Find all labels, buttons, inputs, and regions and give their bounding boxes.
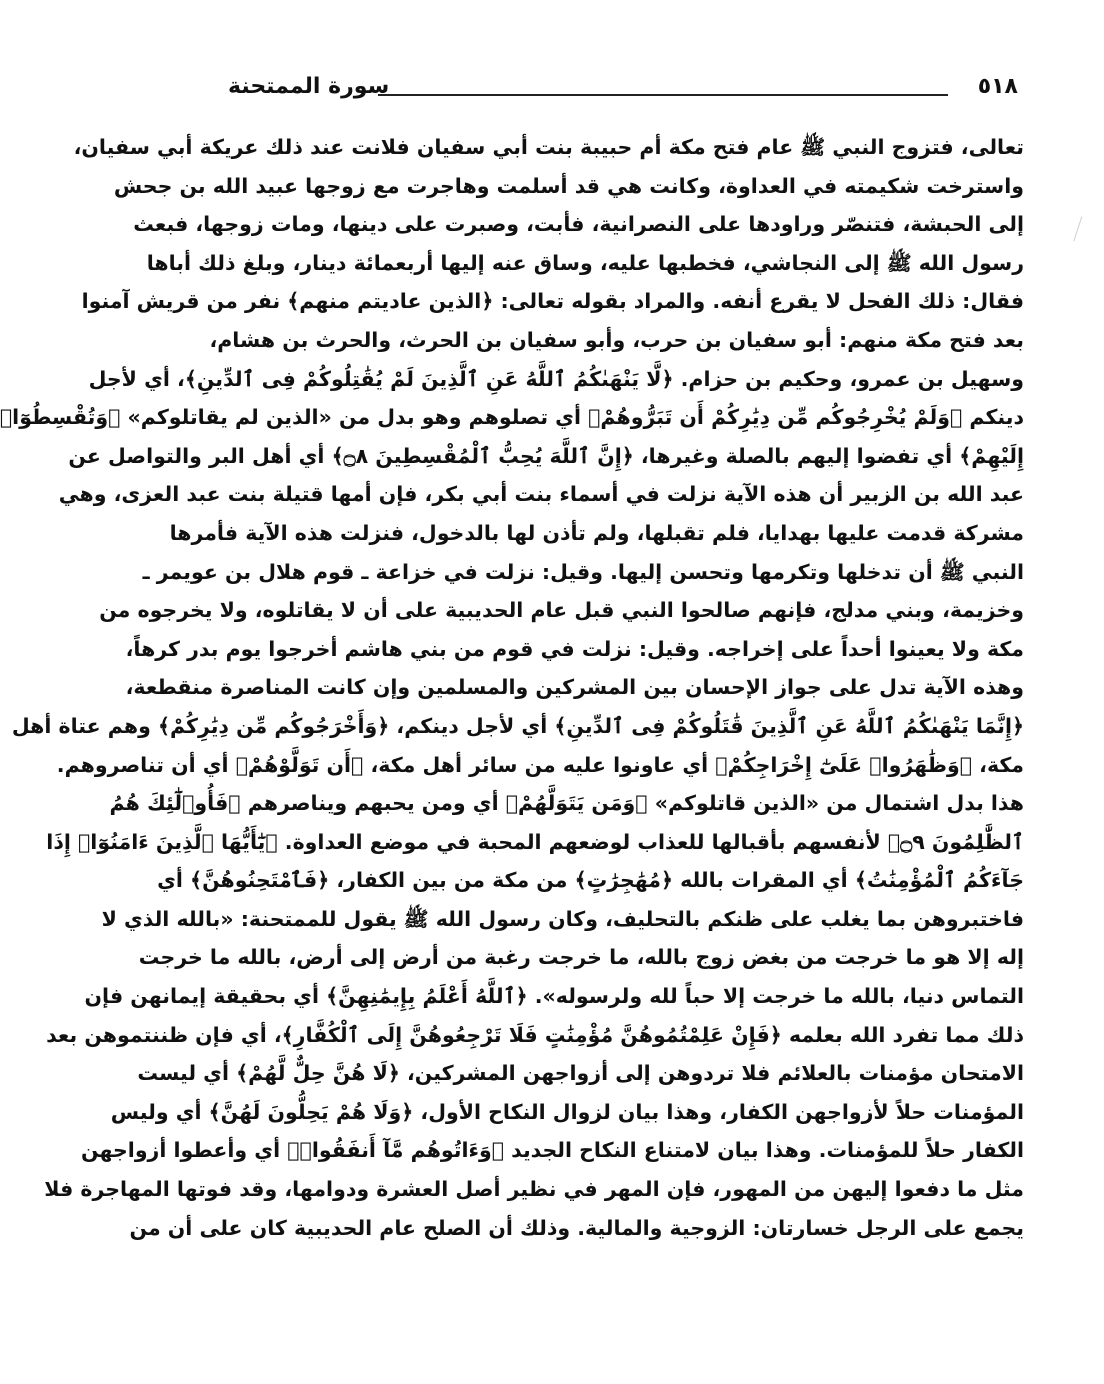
page-number: ٥١٨: [977, 74, 1018, 99]
text-line: تعالى، فتزوج النبي ﷺ عام فتح مكة أم حبيبة بنت أبي سفيان فلانت عند ذلك عريكة أبي سفيان،: [73, 135, 1024, 159]
text-line: فاختبروهن بما يغلب على ظنكم بالتحليف، وكان رسول الله ﷺ يقول للممتحنة: «بالله الذي لا: [101, 906, 1024, 931]
text-line: هذا بدل اشتمال من «الذين قاتلوكم» ﴿وَمَن يَتَوَلَّهُمْ﴾ أي ومن يحبهم ويناصرهم ﴿فَأُو۟لَٰٓئِكَ هُمُ: [109, 791, 1024, 816]
text-line: مكة، ﴿وَظَٰهَرُوا۟ عَلَىٰٓ إِخْرَاجِكُمْ﴾ أي عاونوا عليه من سائر أهل مكة، ﴿أَن تَوَلَّوْهُمْ﴾ أي أن تناصروهم.: [56, 752, 1024, 777]
text-line: وخزيمة، وبني مدلج، فإنهم صالحوا النبي قبل عام الحديبية على أن لا يقاتلوه، ولا يخرجوه من: [99, 598, 1024, 623]
header-rule: [378, 94, 948, 96]
text-line: الكفار حلاً للمؤمنات. وهذا بيان لامتناع النكاح الجديد ﴿وَءَاتُوهُم مَّآ أَنفَقُوا۟﴾ أي وأعطوا أزواجهن: [81, 1138, 1024, 1163]
text-line: وهذه الآية تدل على جواز الإحسان بين المشركين والمسلمين وإن كانت المناصرة منقطعة،: [125, 675, 1024, 700]
text-line: واسترخت شكيمته في العداوة، وكانت هي قد أسلمت وهاجرت مع زوجها عبيد الله بن جحش: [113, 173, 1024, 198]
surah-title: سورة الممتحنة: [228, 74, 390, 99]
text-line: ذلك مما تفرد الله بعلمه ﴿فَإِنْ عَلِمْتُمُوهُنَّ مُؤْمِنَٰتٍ فَلَا تَرْجِعُوهُنَّ إِلَى ٱلْكُفَّارِ﴾، أي فإن ظننتموهن بعد: [46, 1022, 1024, 1047]
text-line: يجمع على الرجل خسارتان: الزوجية والمالية. وذلك أن الصلح عام الحديبية كان على أن من: [129, 1215, 1024, 1240]
page-header: [228, 72, 1018, 108]
text-line: مثل ما دفعوا إليهن من المهور، فإن المهر في نظير أصل العشرة ودوامها، وقد فوتها المهاجرة فلا: [44, 1177, 1024, 1202]
text-line: إِلَيْهِمْ﴾ أي تفضوا إليهم بالصلة وغيرها، ﴿إِنَّ ٱللَّهَ يُحِبُّ ٱلْمُقْسِطِينَ ۝٨﴾ أي أهل البر والتواصل عن: [68, 443, 1024, 468]
text-line: بعد فتح مكة منهم: أبو سفيان بن حرب، وأبو سفيان بن الحرث، والحرث بن هشام،: [209, 327, 1024, 352]
text-line: التماس دنيا، بالله ما خرجت إلا حباً لله ولرسوله». ﴿ٱللَّهُ أَعْلَمُ بِإِيمَٰنِهِنَّ﴾ أي بحقيقة إيمانهن فإن: [84, 984, 1024, 1009]
text-line: جَآءَكُمُ ٱلْمُؤْمِنَٰتُ﴾ أي المقرات بالله ﴿مُهَٰجِرَٰتٍ﴾ من مكة من بين الكفار، ﴿فَٱمْتَحِنُوهُنَّ﴾ أي: [157, 868, 1024, 893]
text-line: دينكم ﴿وَلَمْ يُخْرِجُوكُم مِّن دِيَٰرِكُمْ أَن تَبَرُّوهُمْ﴾ أي تصلوهم وهو بدل من «الذين لم يقاتلوكم» ﴿وَتُقْسِطُوٓا۟: [0, 405, 1024, 430]
text-line: ٱلظَّٰلِمُونَ ۝٩﴾ لأنفسهم بأقبالها للعذاب لوضعهم المحبة في موضع العداوة. ﴿يَٰٓأَيُّهَا ٱلَّذِينَ ءَامَنُوٓا۟ إِذَا: [46, 829, 1024, 854]
text-line: النبي ﷺ أن تدخلها وتكرمها وتحسن إليها. وقيل: نزلت في خزاعة ـ قوم هلال بن عويمر ـ: [142, 559, 1024, 584]
text-line: رسول الله ﷺ إلى النجاشي، فخطبها عليه، وساق عنه إليها أربعمائة دينار، وبلغ ذلك أباها: [146, 250, 1024, 275]
text-line: وسهيل بن عمرو، وحكيم بن حزام. ﴿لَّا يَنْهَىٰكُمُ ٱللَّهُ عَنِ ٱلَّذِينَ لَمْ يُقَٰتِلُوكُمْ فِى ٱلدِّينِ﴾، أي لأجل: [88, 366, 1024, 391]
text-line: فقال: ذلك الفحل لا يقرع أنفه. والمراد بقوله تعالى: ﴿الذين عاديتم منهم﴾ نفر من قريش آمنوا: [81, 289, 1024, 314]
text-line: عبد الله بن الزبير أن هذه الآية نزلت في أسماء بنت أبي بكر، فإن أمها قتيلة بنت عبد العزى، وهي: [58, 482, 1024, 507]
text-line: الامتحان مؤمنات بالعلائم فلا تردوهن إلى أزواجهن المشركين، ﴿لَا هُنَّ حِلٌّ لَّهُمْ﴾ أي ليست: [137, 1061, 1024, 1086]
text-line: إله إلا هو ما خرجت من بغض زوج بالله، ما خرجت رغبة من أرض إلى أرض، بالله ما خرجت: [138, 945, 1024, 970]
text-line: ﴿إِنَّمَا يَنْهَىٰكُمُ ٱللَّهُ عَنِ ٱلَّذِينَ قَٰتَلُوكُمْ فِى ٱلدِّينِ﴾ أي لأجل دينكم، ﴿وَأَخْرَجُوكُم مِّن دِيَٰرِكُمْ﴾ وهم عتاة أهل: [11, 713, 1024, 738]
text-line: المؤمنات حلاً لأزواجهن الكفار، وهذا بيان لزوال النكاح الأول، ﴿وَلَا هُمْ يَحِلُّونَ لَهُنَّ﴾ أي وليس: [110, 1099, 1024, 1124]
text-line: مشركة قدمت عليها بهدايا، فلم تقبلها، ولم تأذن لها بالدخول، فنزلت هذه الآية فأمرها: [169, 520, 1024, 545]
body-text: [0, 128, 1024, 1247]
text-line: مكة ولا يعينوا أحداً على إخراجه. وقيل: نزلت في قوم من بني هاشم أخرجوا يوم بدر كرهاً،: [125, 636, 1024, 661]
margin-mark: [1073, 216, 1095, 245]
text-line: إلى الحبشة، فتنصّر وراودها على النصرانية، فأبت، وصبرت على دينها، ومات زوجها، فبعث: [133, 212, 1024, 237]
